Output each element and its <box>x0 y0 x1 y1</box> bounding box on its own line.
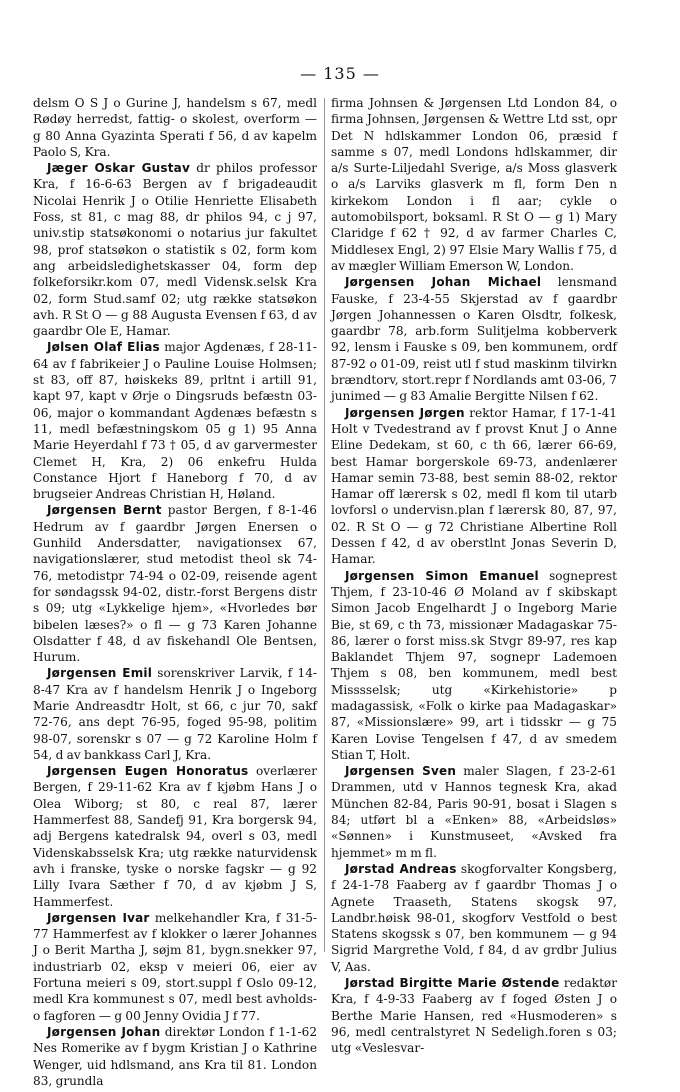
biography-entry <box>331 405 617 568</box>
entry-text: major Agdenæs, f 28-11-64 av f fabrikeier J o Pauline Louise Holmsen; st 83, off 87, høiskeks 89, prltnt i artill 91, kapt 97, kapt v Ørje o Dingsruds befæstn 03-06, major o kommandant Agdenæs befæstn s 11, medl befæstningskom 05 g 1) 95 Anna Marie Heyerdahl f 73 † 05, d av garvermester Clemet H, Kra, 2) 06 enkefru Hulda Constance Hjort f Haneborg f 70, d av brugseier Andreas Christian H, Høland. <box>33 340 317 502</box>
entry-text: sogneprest Thjem, f 23-10-46 Ø Moland av f skibskapt Simon Jacob Engelhardt J o Ingeborg Marie Bie, st 69, c th 73, missionær Madagaskar 75-86, lærer o forst miss.sk Stvgr 89-97, res kap Baklandet Thjem 97, sognepr Lademoen Thjem s 08, ben kommunem, medl best Misssselsk; utg «Kirkehistorie» p madagassisk, «Folk o kirke paa Madagaskar» 87, «Missionslære» 99, art i tidsskr — g 75 Karen Lovise Tengelsen f 47, d av smedem Stian T, Holt. <box>331 568 617 762</box>
biography-entry <box>33 502 317 665</box>
entry-name: Jørgensen Jørgen <box>345 405 465 420</box>
entry-name: Jørgensen Bernt <box>47 503 162 518</box>
right-column <box>331 95 617 1057</box>
page-number: — 135 — <box>300 64 380 83</box>
entry-name: Jørstad Birgitte Marie Østende <box>345 976 560 991</box>
entry-text: delsm O S J o Gurine J, handelsm s 67, medl Rødøy herredst, fattig- o skolest, overform — g 80 Anna Gyazinta Sperati f 56, d av kapelm Paolo S, Kra. <box>33 96 317 159</box>
biography-entry <box>33 95 317 160</box>
biography-entry <box>33 763 317 910</box>
entry-name: Jølsen Olaf Elias <box>47 340 160 355</box>
biography-entry <box>33 339 317 502</box>
entry-text: maler Slagen, f 23-2-61 Drammen, utd v Hannos tegnesk Kra, akad München 82-84, Paris 90-91, bosat i Slagen s 84; utført bl a «Enken» 88, «Arbeidsløs» «Sønnen» i Kunstmuseet, «Avsked fra hjemmet» m m fl. <box>331 764 617 860</box>
biography-entry <box>331 274 617 404</box>
entry-text: pastor Bergen, f 8-1-46 Hedrum av f gaardbr Jørgen Enersen o Gunhild Andersdatter, navigationsex 67, navigationslærer, stud metodist theol sk 74-76, metodistpr 74-94 o 02-09, reisende agent for søndagssk 94-02, distr.-forst Bergens distr s 09; utg «Lykkelige hjem», «Hvorledes bør bibelen læses?» o fl — g 73 Karen Johanne Olsdatter f 48, d av fiskehandl Ole Bentsen, Hurum. <box>33 503 317 665</box>
entry-text: skogforvalter Kongsberg, f 24-1-78 Faaberg av f gaardbr Thomas J o Agnete Traaseth, Statens skogsk 97, Landbr.høisk 98-01, skogforv Vestfold o best Statens skogssk s 07, ben kommunem — g 94 Sigrid Margrethe Vold, f 84, d av grdbr Julius V, Aas. <box>331 861 617 974</box>
entry-text: direktør London f 1-1-62 Nes Romerike av f bygm Kristian J o Kathrine Wenger, uid hdlsmand, ans Kra til 81. London 83, grundla <box>33 1024 318 1088</box>
entry-text: sorenskriver Larvik, f 14-8-47 Kra av f handelsm Henrik J o Ingeborg Marie Andreasdtr Holt, st 66, c jur 70, sakf 72-76, ans dept 76-95, foged 95-98, politim 98-07, sorenskr s 07 — g 72 Karoline Holm f 54, d av bankkass Carl J, Kra. <box>33 666 317 762</box>
entry-name: Jæger Oskar Gustav <box>47 161 191 176</box>
entry-text: redaktør Kra, f 4-9-33 Faaberg av f foged Østen J o Berthe Marie Hansen, red «Husmoderen» s 96, medl centralstyret N Sedeligh.foren s 03; utg «Veslesvar- <box>331 976 617 1056</box>
entry-name: Jørstad Andreas <box>345 861 457 876</box>
entry-name: Jørgensen Johan <box>47 1024 161 1039</box>
entry-text: melkehandler Kra, f 31-5-77 Hammerfest av f klokker o lærer Johannes J o Berit Martha J, søjm 81, bygn.snekker 97, industriarb 02, eksp v meieri 06, eier av Fortuna meieri s 09, stort.suppl f Oslo 09-12, medl Kra kommunest s 07, medl best avholds- o fagforen — g 00 Jenny Ovidia J f 77. <box>33 910 317 1023</box>
left-column <box>33 95 317 1089</box>
entry-name: Jørgensen Sven <box>345 764 457 779</box>
biography-entry <box>331 763 617 861</box>
biography-entry <box>331 861 617 975</box>
biography-entry <box>331 95 617 274</box>
entry-name: Jørgensen Emil <box>47 666 153 681</box>
column-divider <box>324 98 325 952</box>
entry-text: overlærer Bergen, f 29-11-62 Kra av f kjøbm Hans J o Olea Wiborg; st 80, c real 87, lærer Hammerfest 88, Sandefj 91, Kra borgersk 94, adj Bergens katedralsk 94, overl s 03, medl Videnskabsselsk Kra; utg række naturvidensk avh i franske, tyske o norske fagskr — g 92 Lilly Ivara Sæther f 70, d av kjøbm J S, Hammerfest. <box>33 764 317 909</box>
entry-text: dr philos professor Kra, f 16-6-63 Bergen av f brigadeaudit Nicolai Henrik J o Otilie Henriette Elisabeth Foss, st 81, c mag 88, dr philos 94, c j 97, univ.stip statsøkonomi o notarius jur fakultet 98, prof statsøkon o statistik s 02, form kom ang arbeidsledighetskasser 04, form dep folkeforsikr.kom 07, medl Vidensk.selsk Kra 02, form Stud.samf 02; utg række statsøkon avh. R St O — g 88 Augusta Evensen f 63, d av gaardbr Ole E, Hamar. <box>33 161 317 339</box>
entry-text: lensmand Fauske, f 23-4-55 Skjerstad av f gaardbr Jørgen Johannessen o Karen Olsdtr, folkesk, gaardbr 78, arb.form Sulitjelma kobberverk 92, lensm i Fauske s 09, ben kommunem, ordf 87-92 o 01-09, reist utl f stud maskinm tilvirkn brændtorv, stort.repr f Nordlands amt 03-06, 7 junimed — g 83 Amalie Bergitte Nilsen f 62. <box>331 275 617 404</box>
biography-entry <box>33 1024 317 1089</box>
entry-text: rektor Hamar, f 17-1-41 Holt v Tvedestrand av f provst Knut J o Anne Eline Dedekam, st 60, c th 66, lærer 66-69, best Hamar borgerskole 69-73, andenlærer Hamar semin 73-88, best semin 88-02, rektor Hamar off lærersk s 02, medl fl kom til utarb lovforsl o undervisn.plan f lærersk 80, 87, 97, 02. R St O — g 72 Christiane Albertine Roll Dessen f 42, d av oberstlnt Jonas Severin D, Hamar. <box>331 405 617 567</box>
biography-entry <box>33 160 317 339</box>
biography-entry <box>33 910 317 1024</box>
entry-text: firma Johnsen & Jørgensen Ltd London 84, o firma Johnsen, Jørgensen & Wettre Ltd sst, opr Det N hdlskammer London 06, præsid f samme s 07, medl Londons hdlskammer, dir a/s Surte-Liljedahl Sverige, a/s Moss glasverk o a/s Larviks glasverk m fl, form Den n kirkekom London i fl aar; cykle o automobilsport, boksaml. R St O — g 1) Mary Claridge f 62 † 92, d av farmer Charles C, Middlesex Engl, 2) 97 Elsie Mary Wallis f 75, d av mægler William Emerson W, London. <box>331 96 617 273</box>
biography-entry <box>331 568 617 764</box>
entry-name: Jørgensen Simon Emanuel <box>345 568 539 583</box>
entry-name: Jørgensen Eugen Honoratus <box>47 764 249 779</box>
entry-name: Jørgensen Johan Michael <box>345 275 542 290</box>
biography-entry <box>331 975 617 1056</box>
biography-entry <box>33 665 317 763</box>
entry-name: Jørgensen Ivar <box>47 910 150 925</box>
